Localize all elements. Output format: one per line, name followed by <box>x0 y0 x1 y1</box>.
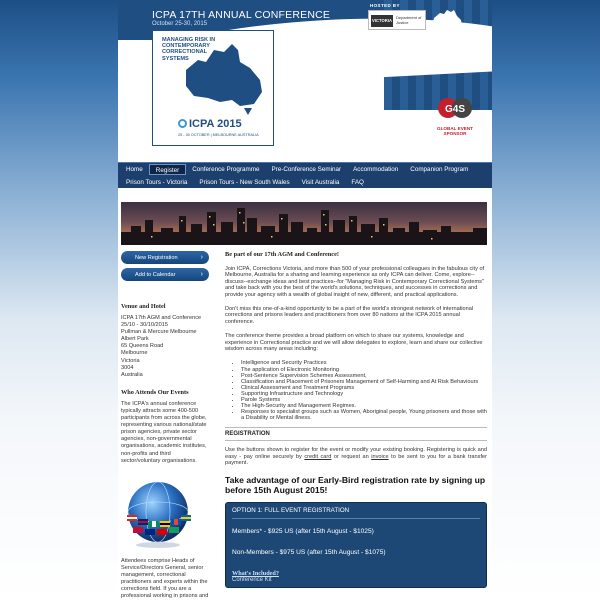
network-paragraph: Don't miss this one-of-a-kind opportunity to be a part of the world's strongest network of international corrections and prisons leaders and practitioners from over 80 nations at the ICPA 2015 annual conference. <box>225 306 474 325</box>
nav-item-visit-australia[interactable]: Visit Australia <box>301 179 340 186</box>
logo-name-text: ICPA 2015 <box>189 118 242 130</box>
main-heading: Be part of our 17th AGM and Conference! <box>225 251 339 258</box>
logo-name <box>178 118 242 130</box>
g4s-mark-text: G4S <box>444 104 466 115</box>
venue-line: Victoria <box>121 357 140 364</box>
venue-line: 25/10 - 30/10/2015 <box>121 322 168 329</box>
nav-row-1 <box>118 163 492 176</box>
topic-item: • Parole Systems <box>241 397 487 403</box>
melbourne-skyline-banner <box>121 202 487 245</box>
chevron-right-icon: › <box>200 271 203 278</box>
venue-line: Pullman & Mercure Melbourne Albert Park <box>121 329 197 343</box>
option-title: OPTION 1: FULL EVENT REGISTRATION <box>232 507 480 519</box>
australia-map-icon <box>430 8 466 38</box>
nav-item-faq[interactable]: FAQ <box>351 179 364 186</box>
intro-paragraph: Join ICPA, Corrections Victoria, and more than 500 of your professional colleagues in the fabulous city of Melbourne, Australia for a sharing and learning experience as only ICPA can deliver. Come, explore-- discuss--exchange ideas and best practices--for "Managing Risk in Contemporary Correctional Systems" and take back with you the best of the world's solutions, techniques, and successes in corrections and provide your agency with a wealth of global insight of new, different, and practical applications. <box>225 266 485 298</box>
nav-item-home[interactable]: Home <box>126 166 143 173</box>
credit-card-link[interactable]: credit card <box>304 453 332 460</box>
whats-included-link[interactable]: What's Included? <box>232 569 279 577</box>
left-sidebar <box>121 251 209 600</box>
full-event-option-panel <box>225 502 487 588</box>
nav-item-conference-programme[interactable]: Conference Programme <box>192 166 260 173</box>
topics-list <box>241 360 487 421</box>
g4s-mark-icon <box>436 96 474 120</box>
topic-item: • The High-Security and Management Regimes. <box>241 403 487 409</box>
globe-flags-image <box>123 479 193 549</box>
topic-item: • Classification and Placement of Prisoners Management of Self-Harming and At Risk Behaviours <box>241 379 487 385</box>
venue-line: 3004 <box>121 364 134 371</box>
venue-line: Melbourne <box>121 350 148 357</box>
registration-paragraph <box>225 447 487 466</box>
nav-item-pre-conference-seminar[interactable]: Pre-Conference Seminar <box>271 166 342 173</box>
logo-tagline: MANAGING RISK IN CONTEMPORARY CORRECTIONAL SYSTEMS <box>162 37 216 62</box>
logo-subtitle: 25 - 30 OCTOBER | MELBOURNE AUSTRALIA <box>178 133 259 137</box>
new-registration-label: New Registration <box>135 254 178 261</box>
nav-item-accommodation[interactable]: Accommodation <box>353 166 399 173</box>
nav-row-2 <box>118 176 492 189</box>
who-attends-text: The ICPA's annual conference typically attracts some 400-500 participants from across the globe, representing various national/state prison agencies, private sector agencies, non-governmental organisations, academic institutes, non-profits and third sector/voluntary organisations. <box>121 400 207 464</box>
new-registration-button[interactable] <box>121 251 209 264</box>
global-event-sponsor-label: GLOBAL EVENT SPONSOR <box>437 126 473 137</box>
venue-line: Australia <box>121 371 143 378</box>
topic-item: • Intelligence and Security Practices <box>241 360 487 366</box>
hosted-by-label: HOSTED BY <box>370 3 400 8</box>
members-price: Members* - $925 US (after 15th August - $1025) <box>232 527 374 535</box>
venue-heading: Venue and Hotel <box>121 303 166 310</box>
topic-item: • Responses to specialist groups such as Women, Aboriginal people, Young prisoners and those with a Disability or Mental illness. <box>241 409 487 421</box>
registration-text-b: or request an <box>331 453 372 460</box>
australia-map-icon <box>180 40 270 116</box>
who-attends-heading: Who Attends Our Events <box>121 388 189 396</box>
conference-kit-item: Conference Kit <box>232 576 272 583</box>
early-bird-notice: Take advantage of our Early-Bird registration rate by signing up before 15th August 2015! <box>225 474 486 495</box>
conference-dates: October 25-30, 2015 <box>152 21 208 27</box>
nav-item-register[interactable]: Register <box>149 164 186 175</box>
topic-item: • Post-Sentence Supervision Schemes Assessment, <box>241 373 487 379</box>
chevron-right-icon: › <box>200 254 203 261</box>
topic-item: • The application of Electronic Monitoring <box>241 367 487 373</box>
nav-item-prison-tours-new-south-wales[interactable]: Prison Tours - New South Wales <box>199 179 290 186</box>
department-of-justice-label: Department of Justice <box>396 15 422 25</box>
topic-item: • Clinical Assessment and Treatment Programs <box>241 385 487 391</box>
victoria-logo-mark: VICTORIA <box>371 15 393 27</box>
theme-paragraph: The conference theme provides a broad platform on which to share our systems, knowledge and experience in Correctional practice and we will allow delegates to explore, learn and share our collective wisdom across many areas including: <box>225 333 483 353</box>
registration-text-a: Use the buttons shown to register for the event or modify your existing booking. Registering is quick and easy - pay online securely by <box>225 447 487 460</box>
main-content <box>225 251 487 588</box>
registration-heading: REGISTRATION <box>225 427 487 441</box>
venue-line: 65 Queens Road <box>121 343 164 350</box>
registration-text-c: to be sent to you for a bank transfer payment. <box>225 453 487 467</box>
page <box>118 0 492 600</box>
victoria-logo[interactable] <box>368 10 426 30</box>
venue-details <box>121 315 209 379</box>
add-to-calendar-label: Add to Calendar <box>135 271 176 278</box>
nav-item-prison-tours-victoria[interactable]: Prison Tours - Victoria <box>126 179 188 186</box>
attendees-text: Attendees comprise Heads of Service/Directors General, senior management, correctional practitioners and experts within the corrections field. If you are a professional working in prisons and <box>121 557 209 600</box>
skyline-image <box>121 202 487 245</box>
venue-line: ICPA 17th AGM and Conference <box>121 315 202 321</box>
header <box>118 0 492 162</box>
conference-title: ICPA 17TH ANNUAL CONFERENCE <box>152 9 331 21</box>
invoice-link[interactable]: invoice <box>371 453 389 460</box>
add-to-calendar-button[interactable] <box>121 268 209 281</box>
non-members-price: Non-Members - $975 US (after 15th August - $1075) <box>232 548 386 556</box>
nav-item-companion-program[interactable]: Companion Program <box>410 166 469 173</box>
icpa-emblem-icon <box>178 119 187 128</box>
g4s-logo[interactable] <box>436 96 474 122</box>
topic-item: • Supporting Infrastructure and Technology <box>241 391 487 397</box>
main-nav <box>118 162 492 188</box>
